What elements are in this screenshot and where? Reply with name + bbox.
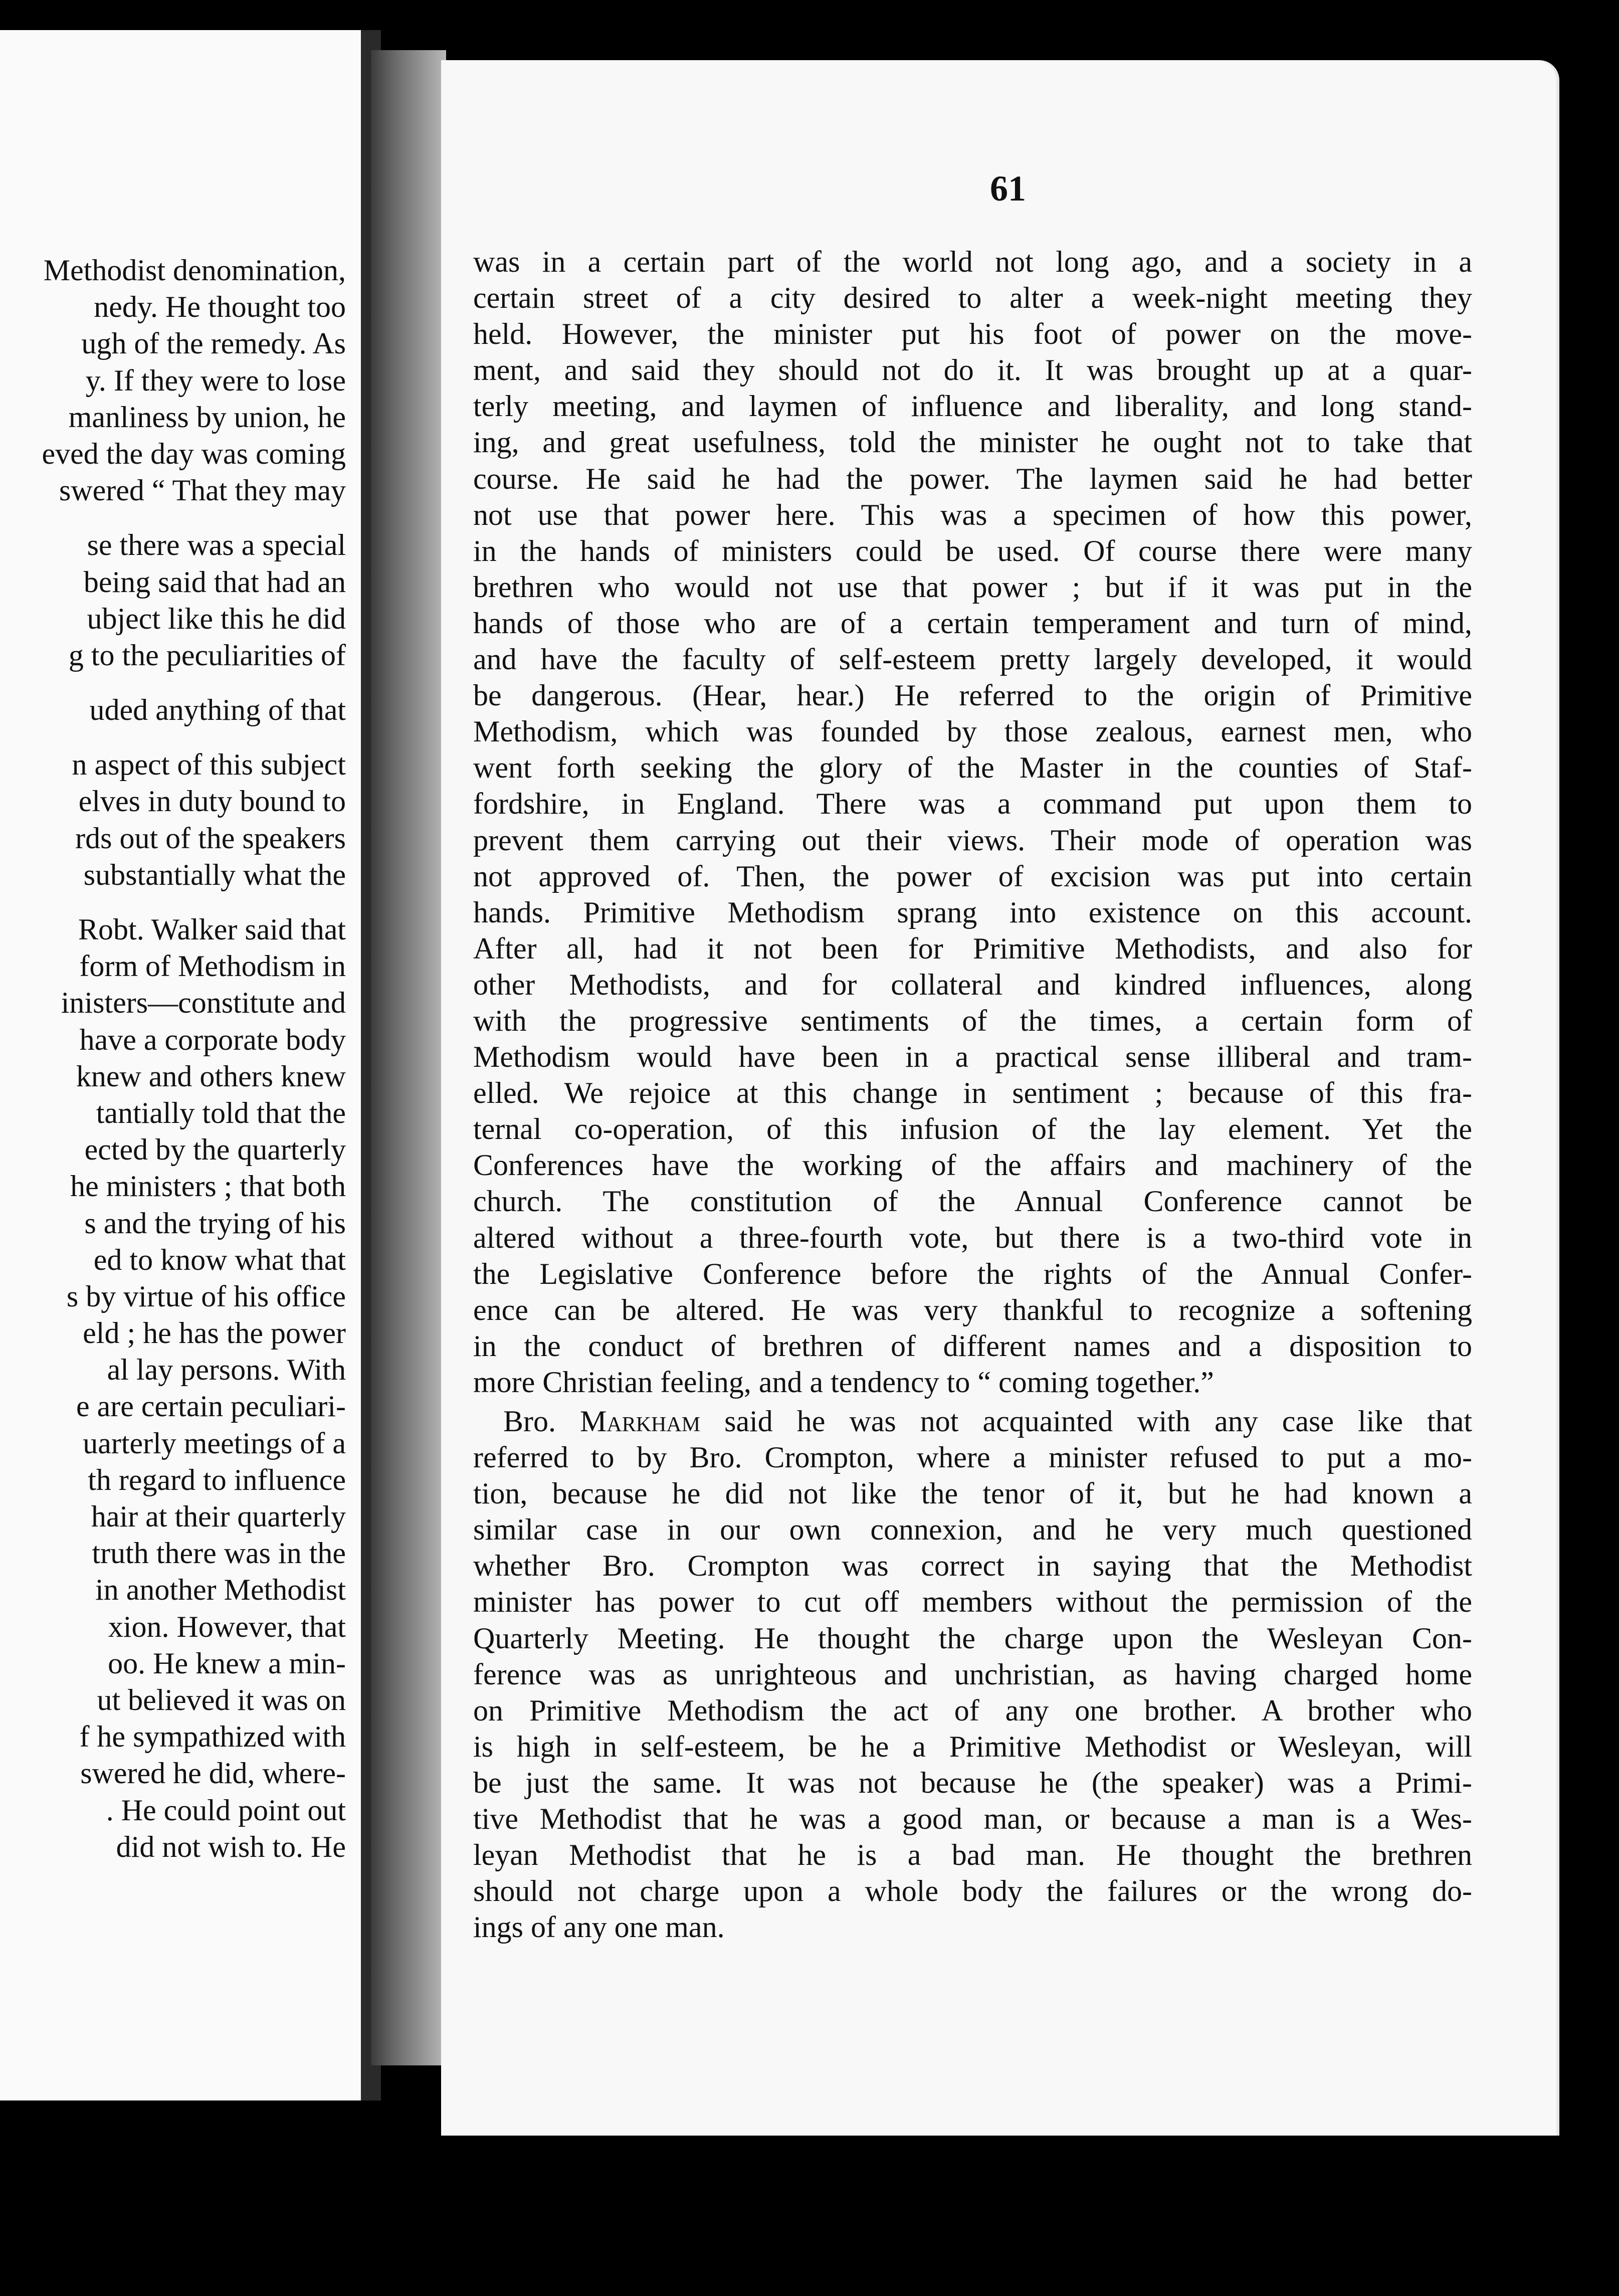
left-text-line: form of Methodism in xyxy=(79,949,346,983)
speaker-name: Markham xyxy=(580,1405,701,1438)
left-text-line: swered he did, where- xyxy=(80,1757,346,1790)
text-line: leyan Methodist that he is a bad man. He thought the brethren xyxy=(473,1838,1472,1872)
text-line: similar case in our own connexion, and he very much questioned xyxy=(473,1513,1472,1547)
text-line: ment, and said they should not do it. It was brought up at a quar- xyxy=(473,353,1472,387)
left-text-line: manliness by union, he xyxy=(68,400,346,434)
left-text-line: . He could point out xyxy=(106,1793,346,1827)
text-line: tion, because he did not like the tenor of it, but he had known a xyxy=(473,1477,1472,1510)
left-text-line: nedy. He thought too xyxy=(94,290,346,324)
left-text-line: s and the trying of his xyxy=(84,1206,346,1240)
left-text-line: knew and others knew xyxy=(76,1059,346,1093)
text-line: went forth seeking the glory of the Master in the counties of Staf- xyxy=(473,751,1472,785)
text-line: is high in self-esteem, be he a Primitive Methodist or Wesleyan, will xyxy=(473,1730,1472,1763)
text-line: Methodism would have been in a practical sense illiberal and tram- xyxy=(473,1040,1472,1074)
text-line: ence can be altered. He was very thankful to recognize a softening xyxy=(473,1293,1472,1326)
left-text-line: se there was a special xyxy=(87,528,346,562)
left-text-line: inisters—constitute and xyxy=(61,986,346,1020)
text-line: on Primitive Methodism the act of any one brother. A brother who xyxy=(473,1693,1472,1727)
text-line: course. He said he had the power. The laymen said he had better xyxy=(473,462,1472,495)
left-text-line: truth there was in the xyxy=(92,1537,346,1570)
left-text-line: elves in duty bound to xyxy=(78,785,346,818)
left-text-line: substantially what the xyxy=(83,858,346,891)
text-line: After all, had it not been for Primitive Methodists, and also for xyxy=(473,931,1472,965)
left-text-line: have a corporate body xyxy=(79,1023,346,1056)
text-line: prevent them carrying out their views. Their mode of operation was xyxy=(473,823,1472,857)
page-number: 61 xyxy=(990,168,1026,209)
text-line: other Methodists, and for collateral and kindred influences, along xyxy=(473,968,1472,1001)
page-edge-shadow xyxy=(371,50,446,2065)
paragraph-gap xyxy=(0,728,346,746)
text-line: held. However, the minister put his foot of power on the move- xyxy=(473,317,1472,351)
text-line: not use that power here. This was a specimen of how this power, xyxy=(473,498,1472,531)
text-line: whether Bro. Crompton was correct in saying that the Methodist xyxy=(473,1549,1472,1583)
left-page xyxy=(0,30,361,2100)
left-text-line: eved the day was coming xyxy=(42,437,346,470)
left-text-line: n aspect of this subject xyxy=(72,748,346,782)
left-text-line: th regard to influence xyxy=(88,1463,346,1496)
left-text-line: Robt. Walker said that xyxy=(78,913,346,946)
left-text-line: Methodist denomination, xyxy=(43,254,346,287)
page-body-text xyxy=(473,244,1472,1945)
right-page xyxy=(441,60,1556,2136)
left-text-line: he ministers ; that both xyxy=(70,1170,346,1203)
text-line: more Christian feeling, and a tendency to “ coming together.” xyxy=(473,1365,1214,1399)
left-text-line: xion. However, that xyxy=(108,1610,346,1643)
left-text-line: in another Methodist xyxy=(95,1573,346,1607)
left-text-line: s by virtue of his office xyxy=(66,1279,346,1313)
text-line: hands of those who are of a certain temperament and turn of mind, xyxy=(473,606,1472,640)
left-text-line: ut believed it was on xyxy=(97,1683,346,1716)
text-line: brethren who would not use that power ; but if it was put in the xyxy=(473,570,1472,604)
text-line: altered without a three-fourth vote, but there is a two-third vote in xyxy=(473,1221,1472,1254)
text-line: Quarterly Meeting. He thought the charge upon the Wesleyan Con- xyxy=(473,1621,1472,1655)
left-text-line: eld ; he has the power xyxy=(83,1316,346,1350)
left-text-line: did not wish to. He xyxy=(116,1830,346,1863)
text-line: ference was as unrighteous and unchristian, as having charged home xyxy=(473,1657,1472,1691)
left-text-line: uarterly meetings of a xyxy=(83,1426,346,1460)
left-text-line: hair at their quarterly xyxy=(91,1500,346,1533)
left-text-line: oo. He knew a min- xyxy=(108,1646,346,1680)
left-text-line: being said that had an xyxy=(83,565,346,599)
text-line: be dangerous. (Hear, hear.) He referred to the origin of Primitive xyxy=(473,679,1472,712)
left-text-line: e are certain peculiari- xyxy=(76,1390,346,1423)
text-line: the Legislative Conference before the rights of the Annual Confer- xyxy=(473,1257,1472,1290)
left-text-line: ugh of the remedy. As xyxy=(81,327,346,360)
paragraph-gap xyxy=(0,893,346,911)
text-line: referred to by Bro. Crompton, where a minister refused to put a mo- xyxy=(473,1441,1472,1474)
left-text-line: rds out of the speakers xyxy=(75,821,346,855)
text-line: hands. Primitive Methodism sprang into existence on this account. xyxy=(473,895,1472,929)
text-line: not approved of. Then, the power of excision was put into certain xyxy=(473,859,1472,893)
text-line: in the hands of ministers could be used. Of course there were many xyxy=(473,534,1472,567)
left-text-line: ected by the quarterly xyxy=(84,1133,346,1167)
text-line: minister has power to cut off members without the permission of the xyxy=(473,1585,1472,1619)
paragraph-gap xyxy=(0,509,346,527)
text-line: was in a certain part of the world not long ago, and a society in a xyxy=(473,245,1472,278)
left-text-line: f he sympathized with xyxy=(79,1720,346,1754)
text-line: certain street of a city desired to alter a week-night meeting they xyxy=(473,281,1472,315)
text-line: elled. We rejoice at this change in sentiment ; because of this fra- xyxy=(473,1076,1472,1110)
left-text-line: ed to know what that xyxy=(93,1243,346,1276)
text-line: ings of any one man. xyxy=(473,1910,725,1944)
text-line: and have the faculty of self-esteem pretty largely developed, it would xyxy=(473,643,1472,676)
left-text-line: y. If they were to lose xyxy=(85,363,346,397)
text-line: be just the same. It was not because he (the speaker) was a Primi- xyxy=(473,1766,1472,1799)
text-line: ternal co-operation, of this infusion of the lay element. Yet the xyxy=(473,1112,1472,1146)
speaker-line-rest: said he was not acquainted with any case like that xyxy=(700,1405,1472,1438)
text-line xyxy=(473,1403,1472,1439)
left-text-line: tantially told that the xyxy=(96,1096,346,1129)
text-line: in the conduct of brethren of different names and a disposition to xyxy=(473,1329,1472,1363)
left-page-text xyxy=(0,252,346,1865)
text-line: should not charge upon a whole body the failures or the wrong do- xyxy=(473,1874,1472,1908)
speaker-prefix: Bro. xyxy=(503,1405,580,1438)
text-line: Conferences have the working of the affairs and machinery of the xyxy=(473,1149,1472,1182)
text-line: church. The constitution of the Annual Conference cannot be xyxy=(473,1185,1472,1218)
text-line: tive Methodist that he was a good man, or because a man is a Wes- xyxy=(473,1802,1472,1836)
left-text-line: swered “ That they may xyxy=(59,474,346,507)
paragraph-gap xyxy=(0,674,346,692)
text-line: fordshire, in England. There was a command put upon them to xyxy=(473,787,1472,821)
left-text-line: uded anything of that xyxy=(89,693,346,727)
left-text-line: g to the peculiarities of xyxy=(68,638,346,672)
left-text-line: ubject like this he did xyxy=(87,602,346,635)
left-text-line: al lay persons. With xyxy=(107,1353,346,1387)
text-line: ing, and great usefulness, told the minister he ought not to take that xyxy=(473,426,1472,459)
text-line: Methodism, which was founded by those zealous, earnest men, who xyxy=(473,715,1472,748)
text-line: terly meeting, and laymen of influence and liberality, and long stand- xyxy=(473,390,1472,423)
text-line: with the progressive sentiments of the times, a certain form of xyxy=(473,1004,1472,1037)
